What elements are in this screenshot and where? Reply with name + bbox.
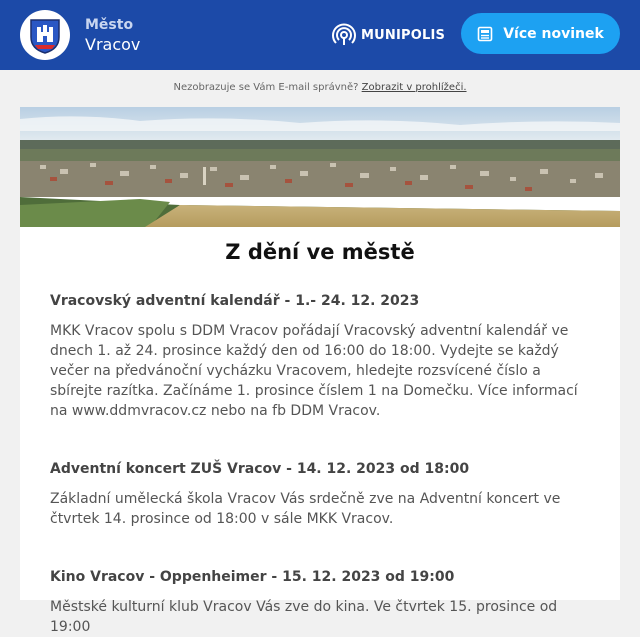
munipolis-logo-icon [333, 24, 355, 46]
notice-text: Nezobrazuje se Vám E-mail správně? [173, 82, 359, 93]
town-name [85, 16, 140, 56]
town-crest-icon[interactable] [20, 10, 70, 60]
more-news-label: Více novinek [503, 25, 604, 42]
view-in-browser-link[interactable]: Zobrazit v prohlížeči. [361, 82, 467, 93]
article-text: MKK Vracov spolu s DDM Vracov pořádají Vracovský adventní kalendář ve dnech 1. až 24. prosince každý den od 16:00 do 18:00. Vydejte se každý večer na předvánoční vycházku Vracovem, hledejte rozsvícené číslo a sbírejte razítka. Začínáme 1. prosince číslem 1 na Domečku. Více informací na www.ddmvracov.cz nebo na fb DDM Vracov. [50, 323, 578, 419]
section-title: Z dění ve městě [225, 240, 415, 264]
article [20, 567, 620, 637]
newsletter-card [20, 107, 620, 635]
browser-notice [0, 70, 640, 106]
town-title: Vracov [85, 35, 141, 54]
article-title[interactable]: Vracovský adventní kalendář - 1.- 24. 12. 2023 [50, 293, 420, 309]
town-panorama-image [20, 107, 620, 227]
article-text: Základní umělecká škola Vracov Vás srdečně zve na Adventní koncert ve čtvrtek 14. prosince od 18:00 v sále MKK Vracov. [50, 491, 561, 527]
article-title[interactable]: Kino Vracov - Oppenheimer - 15. 12. 2023 od 19:00 [50, 569, 455, 585]
article [20, 291, 620, 421]
article-text: Městské kulturní klub Vracov Vás zve do kina. Ve čtvrtek 15. prosince od 19:00 [50, 599, 558, 635]
munipolis-logo[interactable] [333, 24, 445, 46]
article-title[interactable]: Adventní koncert ZUŠ Vracov - 14. 12. 2023 od 18:00 [50, 461, 470, 477]
more-news-button[interactable] [461, 13, 620, 54]
header-bar [0, 0, 640, 70]
newspaper-icon [477, 26, 493, 42]
munipolis-label: MUNIPOLIS [361, 27, 446, 43]
article [20, 459, 620, 529]
town-label: Město [85, 17, 134, 33]
